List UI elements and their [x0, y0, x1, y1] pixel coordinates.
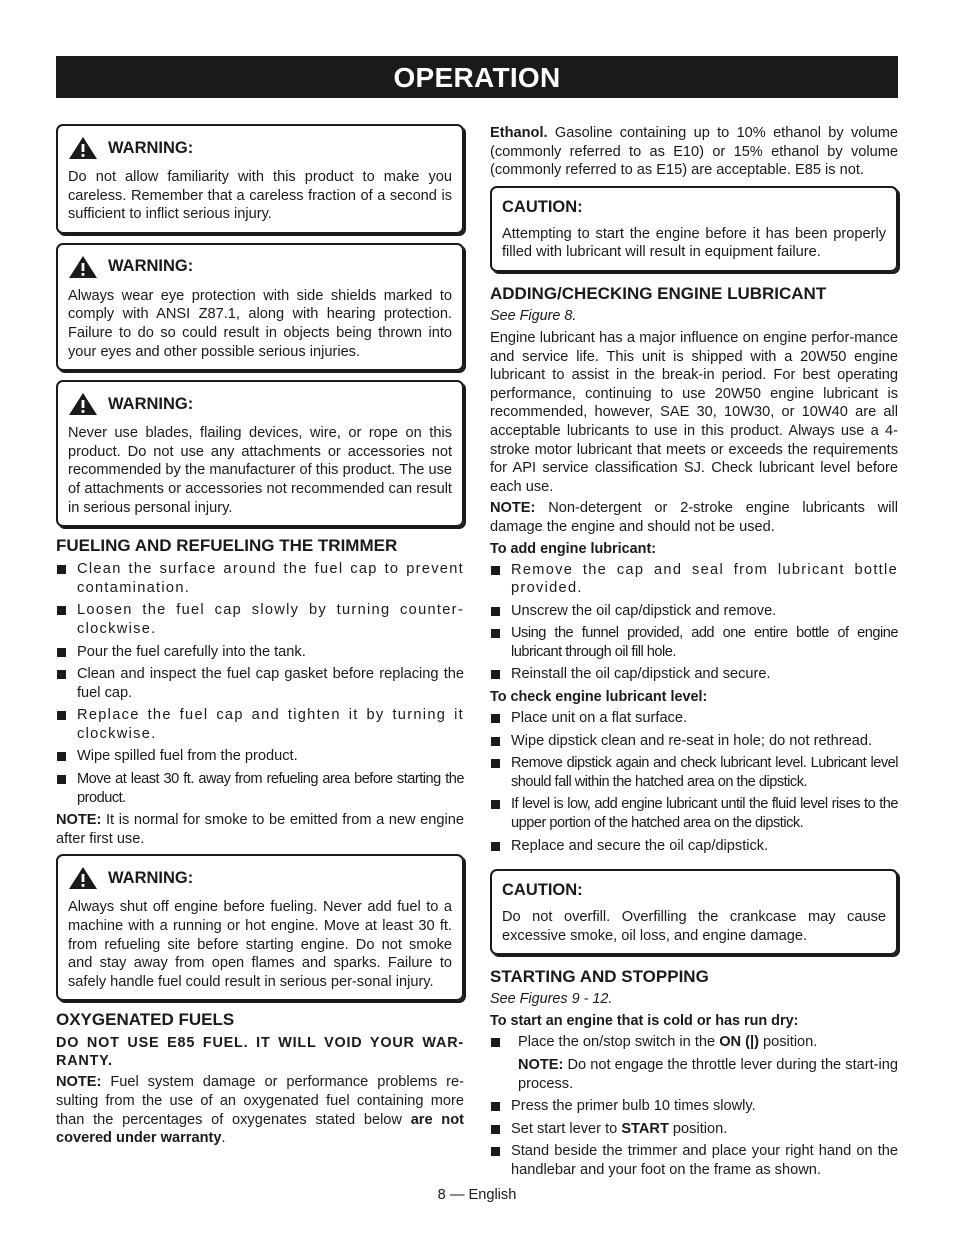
list-item: Using the funnel provided, add one entire bottle of engine lubricant through oil fill hole.	[490, 624, 898, 661]
list-item: Wipe spilled fuel from the product.	[56, 747, 464, 766]
warning-label: WARNING:	[108, 868, 194, 887]
starting-sub-note	[490, 1056, 898, 1093]
warning-text: Never use blades, flailing devices, wire, or rope on this product. Do not use any attachments or accessories not recommended by the manufacturer of this product. The use of attachments or accessories not recommended can result in serious personal injury.	[68, 425, 452, 516]
item-bold: ON (|)	[719, 1034, 759, 1051]
figure-reference: See Figure 8.	[490, 307, 577, 324]
item-text: Place the on/stop switch in the	[518, 1034, 720, 1051]
oxygenated-note	[56, 1073, 464, 1147]
list-item: Replace and secure the oil cap/dipstick.	[490, 837, 898, 856]
left-column	[56, 124, 464, 1151]
list-item: Clean and inspect the fuel cap gasket before replacing the fuel cap.	[56, 665, 464, 702]
ethanol-label: Ethanol.	[490, 125, 548, 141]
list-item: Remove the cap and seal from lubricant bottle provided.	[490, 561, 898, 598]
caution-label: CAUTION:	[502, 197, 583, 216]
add-lubricant-list	[490, 561, 898, 685]
list-item: Place unit on a flat surface.	[490, 709, 898, 728]
list-item: Wipe dipstick clean and re-seat in hole; do not rethread.	[490, 732, 898, 751]
list-item	[490, 1120, 898, 1139]
note-label: NOTE:	[56, 1074, 102, 1091]
list-item: Move at least 30 ft. away from refueling area before starting the product.	[56, 770, 464, 807]
note-text: Do not engage the throttle lever during the start-ing process.	[518, 1057, 898, 1092]
list-item: Loosen the fuel cap slowly by turning counter-clockwise.	[56, 601, 464, 638]
fueling-list	[56, 560, 464, 807]
lubricant-note	[490, 499, 898, 536]
item-text: Set start lever to	[511, 1120, 622, 1137]
note-text: Non-detergent or 2-stroke engine lubricants will damage the engine and should not be used.	[490, 500, 898, 535]
fueling-note	[56, 811, 464, 848]
warning-box	[56, 243, 464, 371]
warning-title	[68, 255, 452, 279]
note-bold: are not covered under warranty	[56, 1111, 464, 1147]
warning-text: Always wear eye protection with side shields marked to comply with ANSI Z87.1, along with hearing protection. Failure to do so could result in objects being thrown into your eyes and other possible serious injuries.	[68, 287, 452, 360]
caution-label: CAUTION:	[502, 881, 583, 900]
item-text: position.	[758, 1034, 818, 1051]
list-item: Pour the fuel carefully into the tank.	[56, 643, 464, 662]
right-column	[490, 124, 898, 1184]
warning-box	[56, 854, 464, 1001]
page-title: OPERATION	[56, 56, 898, 98]
figure-reference: See Figures 9 - 12.	[490, 991, 613, 1008]
section-heading-lubricant: ADDING/CHECKING ENGINE LUBRICANT	[490, 283, 827, 303]
note-text: Fuel system damage or performance problems re-sulting from the use of an oxygenated fuel containing more than the percentages of oxygenates stated below	[56, 1074, 464, 1128]
section-heading-fueling: FUELING AND REFUELING THE TRIMMER	[56, 536, 398, 556]
caution-text: Attempting to start the engine before it has been properly filled with lubricant will result in equipment failure.	[502, 225, 886, 261]
cold-start-heading: To start an engine that is cold or has run dry:	[490, 1013, 799, 1030]
starting-list	[490, 1033, 898, 1052]
list-item: Clean the surface around the fuel cap to prevent contamination.	[56, 560, 464, 597]
section-heading-oxygenated: OXYGENATED FUELS	[56, 1010, 235, 1030]
ethanol-text: Gasoline containing up to 10% ethanol by volume (commonly referred to as E10) or 15% ethanol by volume (commonly referred to as E15) are acceptable. E85 is not.	[490, 125, 898, 179]
ethanol-paragraph	[490, 124, 898, 180]
list-item: Remove dipstick again and check lubricant level. Lubricant level should fall within the hatched area on the dipstick.	[490, 754, 898, 791]
section-heading-starting: STARTING AND STOPPING	[490, 967, 709, 987]
warning-box	[56, 124, 464, 234]
caution-box	[490, 186, 898, 272]
warning-text: Always shut off engine before fueling. Never add fuel to a machine with a running or hot engine. Move at least 30 ft. from refueling site before starting engine. Do not smoke and stay away from open flames and sparks. Failure to safely handle fuel could result in serious per-sonal injury.	[68, 899, 452, 990]
list-item: Unscrew the oil cap/dipstick and remove.	[490, 602, 898, 621]
add-lubricant-heading: To add engine lubricant:	[490, 540, 657, 557]
check-lubricant-list	[490, 709, 898, 855]
warning-title	[68, 136, 452, 160]
caution-text: Do not overfill. Overfilling the crankcase may cause excessive smoke, oil loss, and engine damage.	[502, 909, 886, 944]
warning-title	[68, 866, 452, 890]
page-footer: 8 — English	[437, 1187, 517, 1203]
warning-triangle-icon	[68, 136, 98, 160]
starting-list-continued	[490, 1097, 898, 1179]
note-end: .	[221, 1130, 226, 1147]
list-item: Stand beside the trimmer and place your right hand on the handlebar and your foot on the frame as shown.	[490, 1142, 898, 1179]
list-item: Press the primer bulb 10 times slowly.	[490, 1097, 898, 1116]
note-label: NOTE:	[490, 500, 536, 517]
list-item	[490, 1033, 898, 1052]
item-bold: START	[621, 1120, 669, 1137]
warning-triangle-icon	[68, 392, 98, 416]
caution-box	[490, 869, 898, 955]
warning-text: Do not allow familiarity with this product to make you careless. Remember that a careless fraction of a second is sufficient to inflict serious injury.	[68, 169, 452, 223]
note-label: NOTE:	[56, 812, 102, 829]
warning-box	[56, 380, 464, 527]
warning-title	[68, 392, 452, 416]
warning-label: WARNING:	[108, 394, 194, 413]
e85-warning: DO NOT USE E85 FUEL. IT WILL VOID YOUR WAR-RANTY.	[56, 1035, 464, 1070]
note-label: NOTE:	[518, 1057, 564, 1073]
list-item: Replace the fuel cap and tighten it by turning it clockwise.	[56, 706, 464, 743]
item-text: position.	[668, 1120, 728, 1137]
warning-triangle-icon	[68, 866, 98, 890]
lubricant-body: Engine lubricant has a major influence on engine perfor-mance and service life. This unit is shipped with a 20W50 engine lubricant to assist in the break-in period. For best operating performance, continuing to use 20W50 engine lubricant is recommended, however, SAE 30, 10W30, or 10W40 are all acceptable lubricants to use in this product. Always use a 4-stroke motor lubricant that meets or exceeds the requirements for API service classification SJ. Check lubricant level before each use.	[490, 329, 898, 495]
list-item: If level is low, add engine lubricant until the fluid level rises to the upper portion of the hatched area on the dipstick.	[490, 795, 898, 832]
warning-label: WARNING:	[108, 257, 194, 276]
warning-label: WARNING:	[108, 138, 194, 157]
check-lubricant-heading: To check engine lubricant level:	[490, 689, 708, 706]
warning-triangle-icon	[68, 255, 98, 279]
list-item: Reinstall the oil cap/dipstick and secure.	[490, 665, 898, 684]
note-text: It is normal for smoke to be emitted from a new engine after first use.	[56, 812, 464, 847]
